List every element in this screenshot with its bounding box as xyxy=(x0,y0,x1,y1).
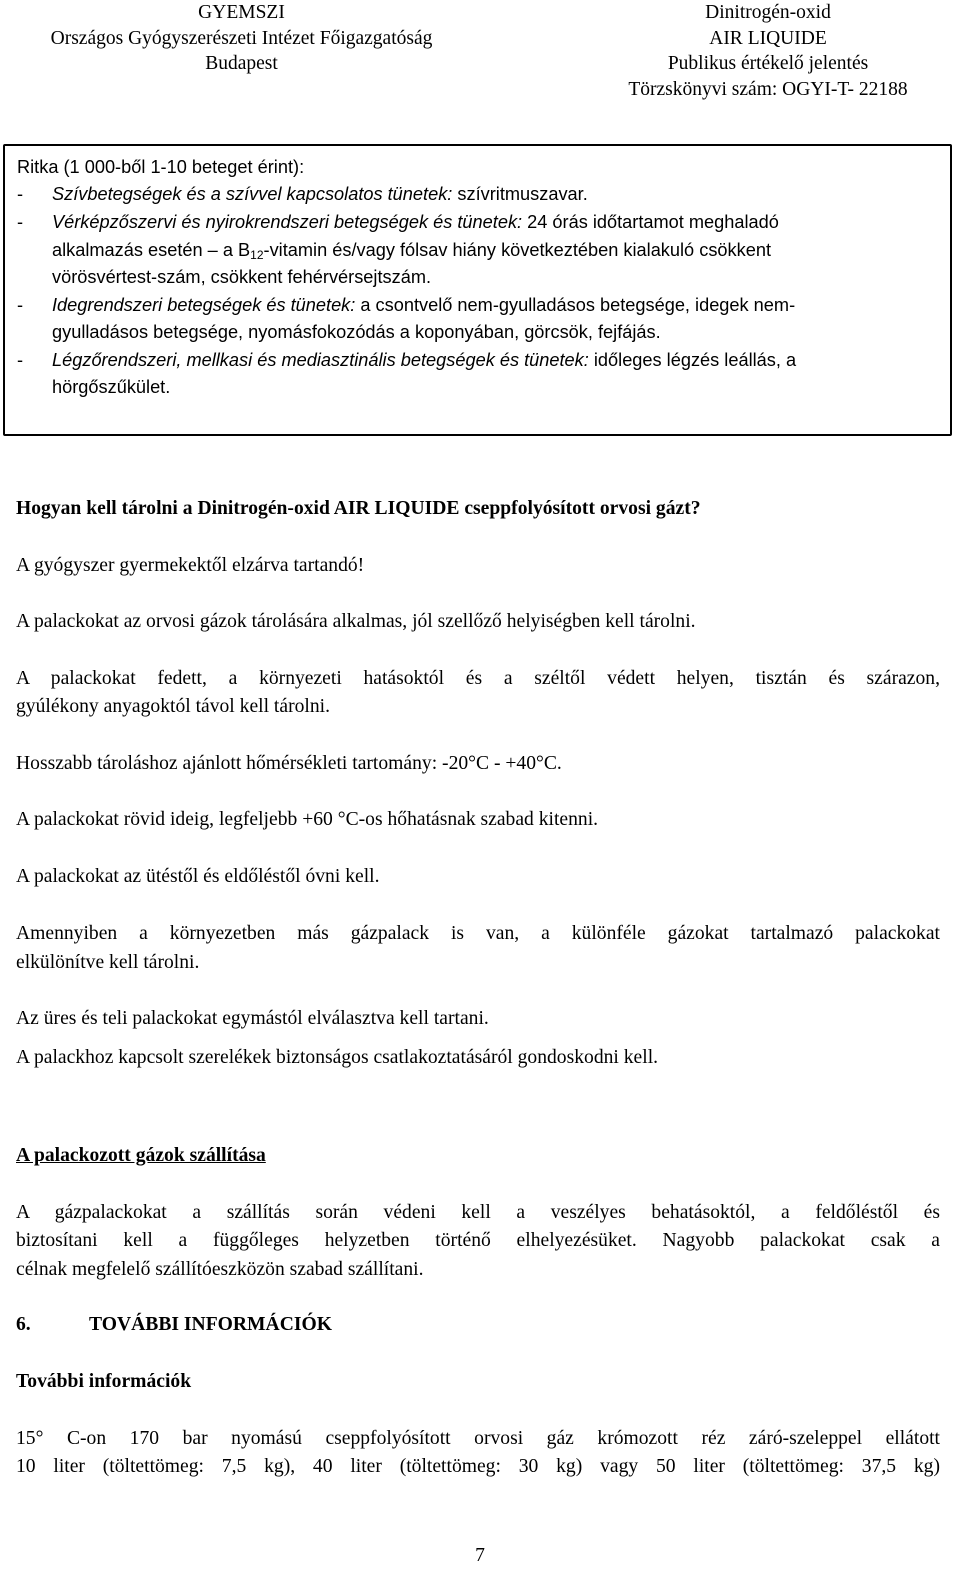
info-paragraph-line: 10 liter (töltettömeg: 7,5 kg), 40 liter (töltettömeg: 30 kg) vagy 50 liter (töltettömeg: 37,5 kg) xyxy=(16,1456,940,1477)
transport-paragraph-line: célnak megfelelő szállítóeszközön szabad szállítani. xyxy=(16,1259,424,1280)
list-dash: - xyxy=(17,295,24,315)
header-agency-full: Országos Gyógyszerészeti Intézet Főigazgatóság xyxy=(50,27,433,49)
storage-paragraph-line: gyúlékony anyagoktól távol kell tárolni. xyxy=(16,696,330,717)
item-text: a csontvelő nem-gyulladásos betegsége, idegek nem- xyxy=(355,295,796,315)
transport-paragraph-line: A gázpalackokat a szállítás során védeni kell a veszélyes behatásoktól, a feldőléstől és xyxy=(16,1202,940,1223)
item-text: alkalmazás esetén – a B xyxy=(52,240,251,260)
section-number: 6. xyxy=(16,1314,31,1335)
storage-paragraph: Az üres és teli palackokat egymástól elválasztva kell tartani. xyxy=(16,1008,489,1029)
storage-temperature-range: Hosszabb tároláshoz ajánlott hőmérsékleti tartomány: -20°C - +40°C. xyxy=(16,753,562,774)
item-label: Idegrendszeri betegségek és tünetek: xyxy=(52,295,356,315)
list-dash: - xyxy=(17,212,24,232)
side-effect-item-blood xyxy=(52,211,779,234)
storage-paragraph: A gyógyszer gyermekektől elzárva tartandó! xyxy=(16,555,365,576)
header-city: Budapest xyxy=(205,53,278,74)
item-label: Vérképzőszervi és nyirokrendszeri betegségek és tünetek: xyxy=(52,212,523,232)
storage-paragraph: A palackokat az orvosi gázok tárolására alkalmas, jól szellőző helyiségben kell tárolni. xyxy=(16,611,696,632)
item-text: -vitamin és/vagy fólsav hiány következtében kialakuló csökkent xyxy=(263,240,771,260)
side-effect-item-nervous-line2: gyulladásos betegsége, nyomásfokozódás a koponyában, görcsök, fejfájás. xyxy=(52,322,661,342)
item-text: szívritmuszavar. xyxy=(452,184,588,204)
side-effect-item-respiratory xyxy=(52,349,796,372)
header-right xyxy=(598,0,938,102)
side-effects-intro: Ritka (1 000-ből 1-10 beteget érint): xyxy=(17,157,305,177)
header-report-type: Publikus értékelő jelentés xyxy=(667,53,869,74)
header-left xyxy=(0,0,483,77)
page-number: 7 xyxy=(475,1545,485,1566)
transport-paragraph-line: biztosítani kell a függőleges helyzetben történő elhelyezésüket. Nagyobb palackokat csak a xyxy=(16,1230,940,1251)
side-effects-box xyxy=(3,144,952,436)
side-effect-item-nervous xyxy=(52,294,795,317)
item-text: időleges légzés leállás, a xyxy=(588,350,797,370)
subscript: 12 xyxy=(250,248,264,262)
storage-paragraph: A palackokat az ütéstől és eldőléstől óvni kell. xyxy=(16,866,380,887)
side-effect-item-blood-line3: vörösvértest-szám, csökkent fehérvérsejtszám. xyxy=(52,267,432,287)
storage-paragraph: A palackhoz kapcsolt szerelékek biztonságos csatlakoztatásáról gondoskodni kell. xyxy=(16,1047,659,1068)
item-label: Légzőrendszeri, mellkasi és mediasztinális betegségek és tünetek: xyxy=(52,350,589,370)
header-registration-number: Törzskönyvi szám: OGYI-T- 22188 xyxy=(628,78,908,100)
side-effect-item-cardiac xyxy=(52,183,588,206)
item-text: 24 órás időtartamot meghaladó xyxy=(522,212,779,232)
item-label: Szívbetegségek és a szívvel kapcsolatos tünetek: xyxy=(52,184,453,204)
storage-paragraph: A palackokat rövid ideig, legfeljebb +60 °C-os hőhatásnak szabad kitenni. xyxy=(16,809,599,830)
side-effect-item-blood-line2 xyxy=(52,239,771,262)
list-dash: - xyxy=(17,184,24,204)
storage-heading: Hogyan kell tárolni a Dinitrogén-oxid AIR LIQUIDE cseppfolyósított orvosi gázt? xyxy=(16,498,701,519)
section-title: TOVÁBBI INFORMÁCIÓK xyxy=(89,1314,332,1335)
list-dash: - xyxy=(17,350,24,370)
transport-heading: A palackozott gázok szállítása xyxy=(16,1145,266,1166)
side-effect-item-respiratory-line2: hörgőszűkület. xyxy=(52,377,171,397)
header-agency-short: GYEMSZI xyxy=(198,2,285,23)
storage-paragraph-line: Amennyiben a környezetben más gázpalack is van, a különféle gázokat tartalmazó palackokat xyxy=(16,923,940,944)
storage-paragraph-line: elkülönítve kell tárolni. xyxy=(16,952,200,973)
storage-paragraph-line: A palackokat fedett, a környezeti hatásoktól és a széltől védett helyen, tisztán és szárazon, xyxy=(16,668,940,689)
section-subheading: További információk xyxy=(16,1371,192,1392)
header-product-name: Dinitrogén-oxid xyxy=(705,2,831,23)
header-manufacturer: AIR LIQUIDE xyxy=(709,27,827,49)
info-paragraph-line: 15° C-on 170 bar nyomású cseppfolyósított orvosi gáz krómozott réz záró-szeleppel ellátott xyxy=(16,1428,940,1449)
